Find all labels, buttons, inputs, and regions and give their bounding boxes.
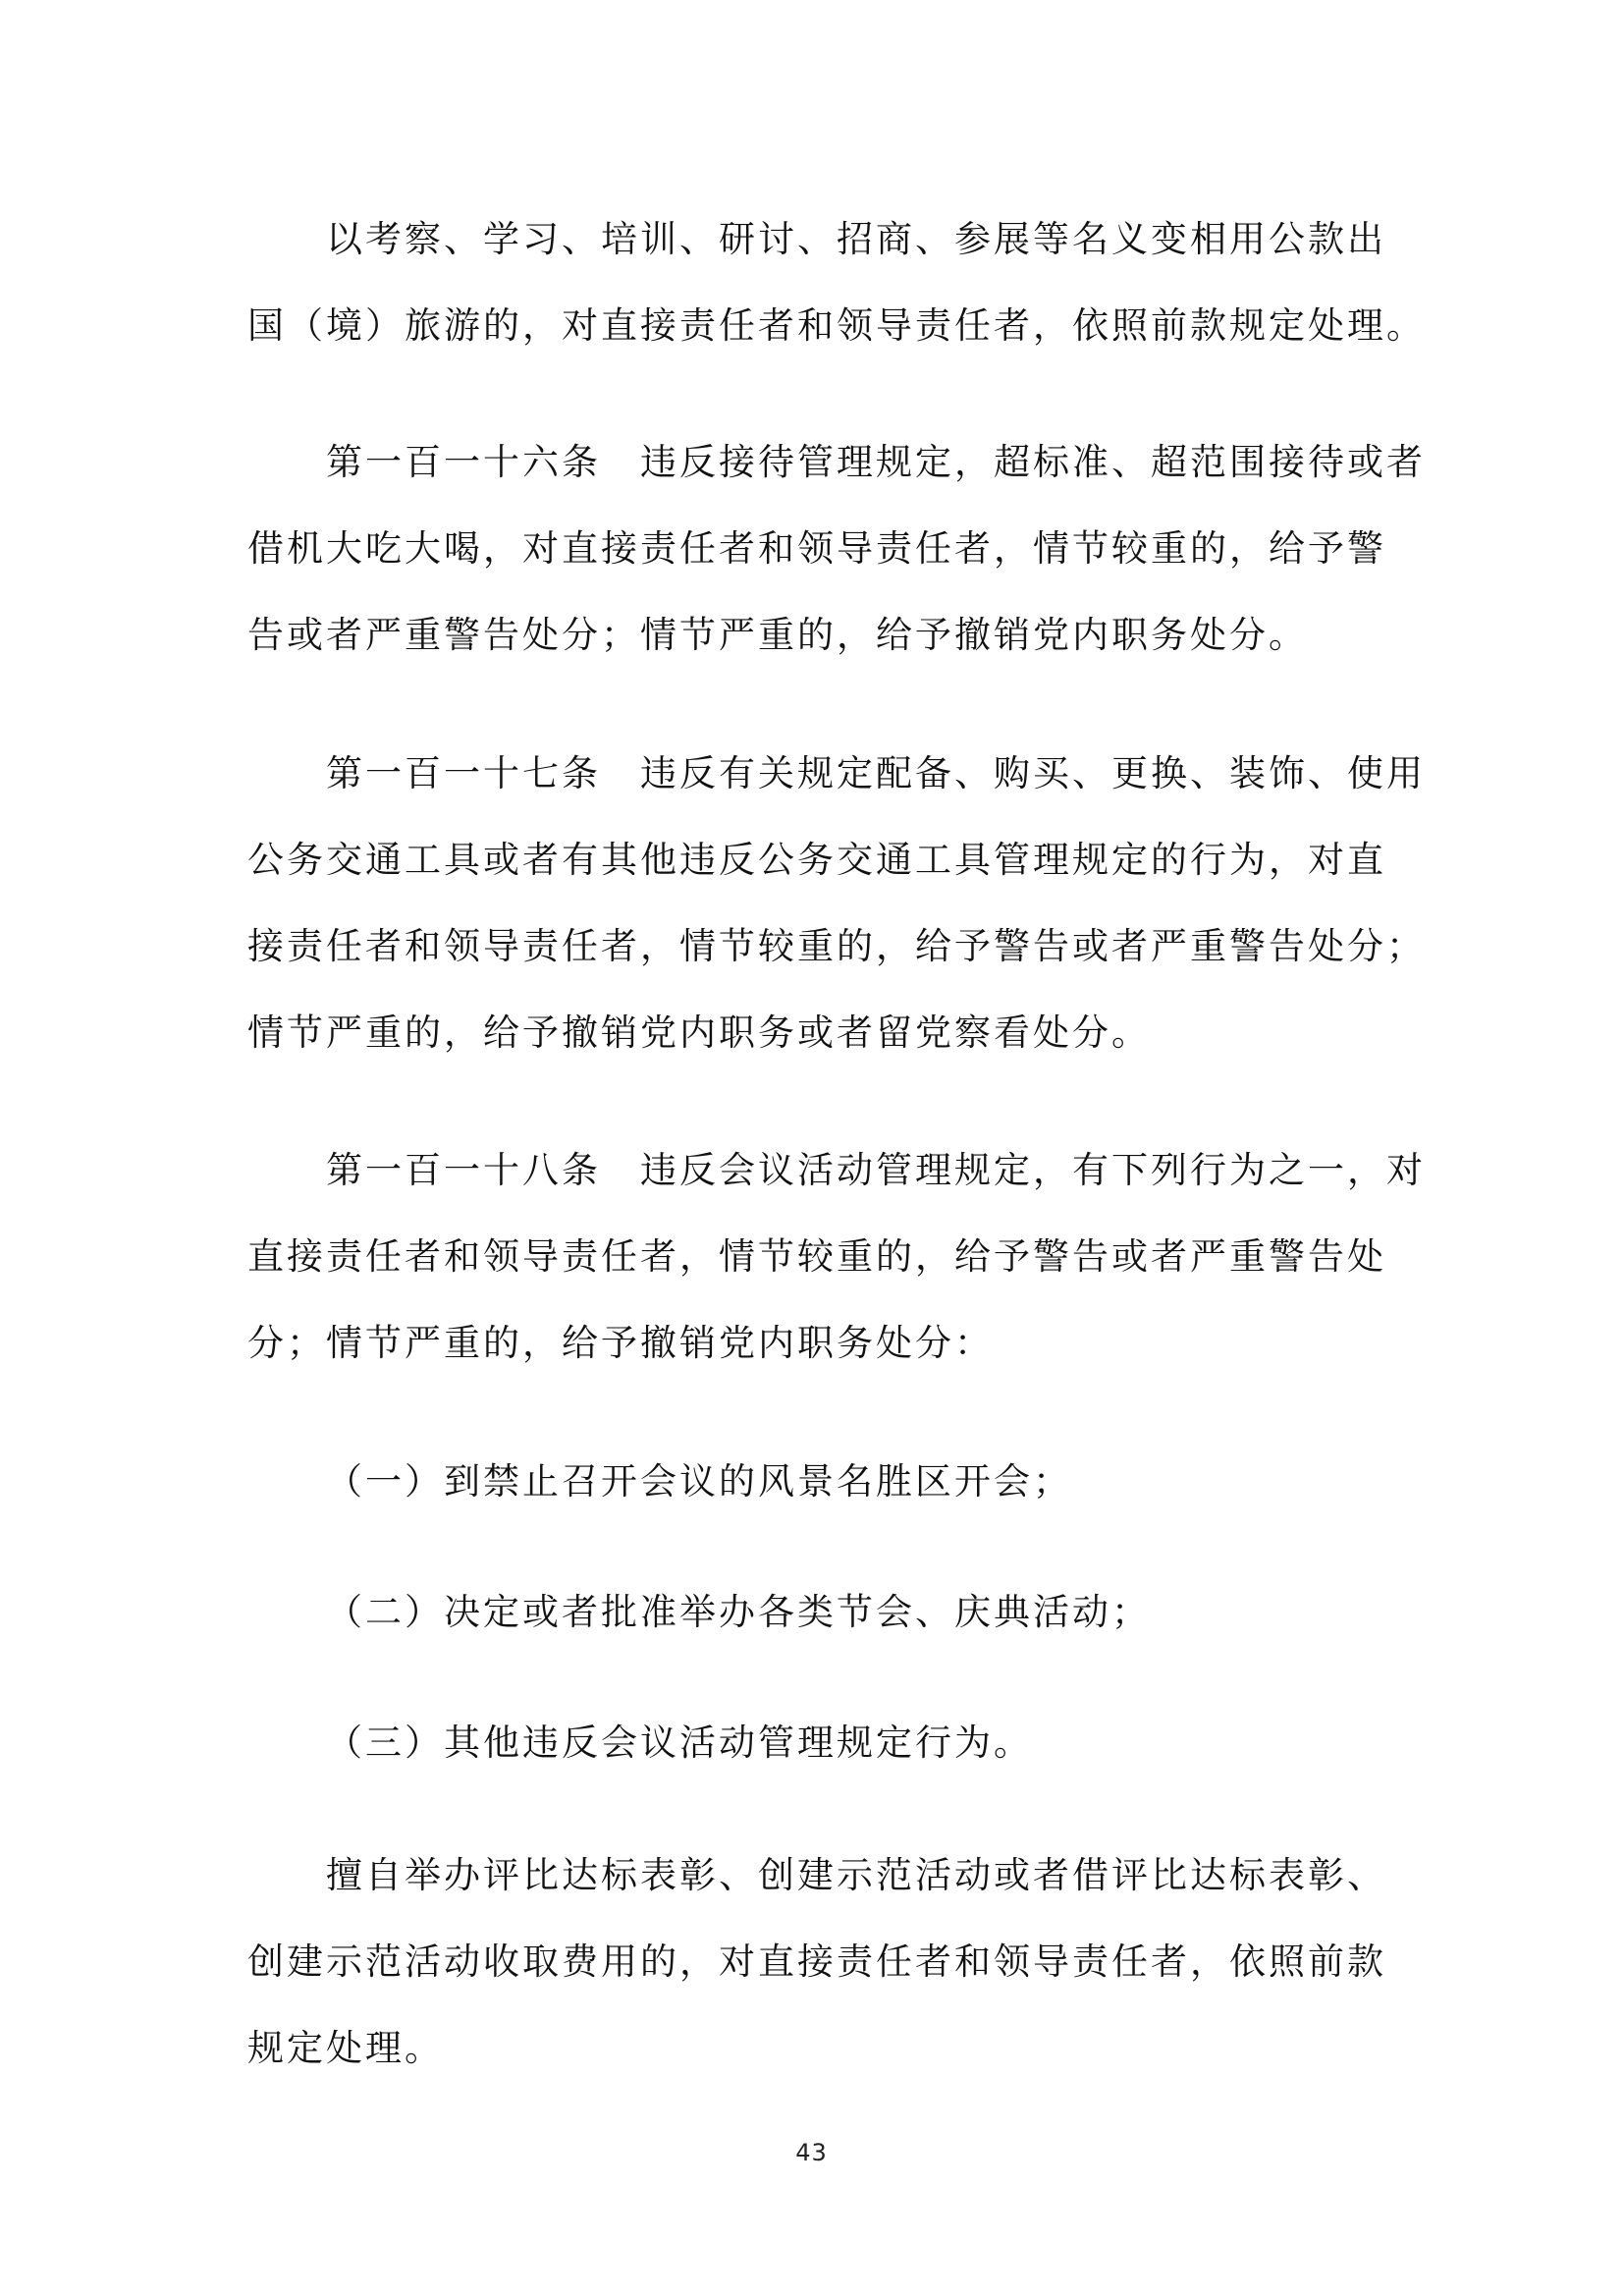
paragraph-line: 借机大吃大喝，对直接责任者和领导责任者，情节较重的，给予警 [247, 527, 1386, 570]
page-number: 43 [795, 2139, 828, 2166]
list-item-2 [247, 1569, 1386, 1656]
list-item-text: （一）到禁止召开会议的风景名胜区开会； [326, 1460, 1072, 1503]
list-item-text: （二）决定或者批准举办各类节会、庆典活动； [326, 1591, 1151, 1633]
article-117 [247, 731, 1426, 1076]
paragraph-line: 直接责任者和领导责任者，情节较重的，给予警告或者严重警告处 [247, 1235, 1386, 1278]
paragraph-awards [247, 1832, 1386, 2092]
paragraph-line: 国（境）旅游的，对直接责任者和领导责任者，依照前款规定处理。 [247, 304, 1426, 347]
paragraph-line: 擅自举办评比达标表彰、创建示范活动或者借评比达标表彰、 [326, 1854, 1386, 1896]
article-116 [247, 419, 1426, 679]
paragraph-line: 第一百一十八条 违反会议活动管理规定，有下列行为之一，对 [326, 1149, 1426, 1191]
paragraph-line: 公务交通工具或者有其他违反公务交通工具管理规定的行为，对直 [247, 839, 1386, 881]
list-item-1 [247, 1439, 1386, 1525]
paragraph-travel [247, 196, 1426, 369]
paragraph-line: 接责任者和领导责任者，情节较重的，给予警告或者严重警告处分； [247, 925, 1426, 967]
paragraph-line: 第一百一十七条 违反有关规定配备、购买、更换、装饰、使用 [326, 752, 1426, 794]
article-118 [247, 1127, 1426, 1387]
list-item-text: （三）其他违反会议活动管理规定行为。 [326, 1722, 1033, 1764]
list-item-3 [247, 1700, 1386, 1786]
paragraph-line: 规定处理。 [247, 2027, 444, 2069]
paragraph-line: 分；情节严重的，给予撤销党内职务处分： [247, 1322, 994, 1364]
paragraph-line: 以考察、学习、培训、研讨、招商、参展等名义变相用公款出 [326, 218, 1386, 260]
paragraph-line: 创建示范活动收取费用的，对直接责任者和领导责任者，依照前款 [247, 1941, 1386, 1983]
paragraph-line: 第一百一十六条 违反接待管理规定，超标准、超范围接待或者 [326, 441, 1426, 483]
paragraph-line: 情节严重的，给予撤销党内职务或者留党察看处分。 [247, 1011, 1151, 1054]
paragraph-line: 告或者严重警告处分；情节严重的，给予撤销党内职务处分。 [247, 614, 1308, 656]
